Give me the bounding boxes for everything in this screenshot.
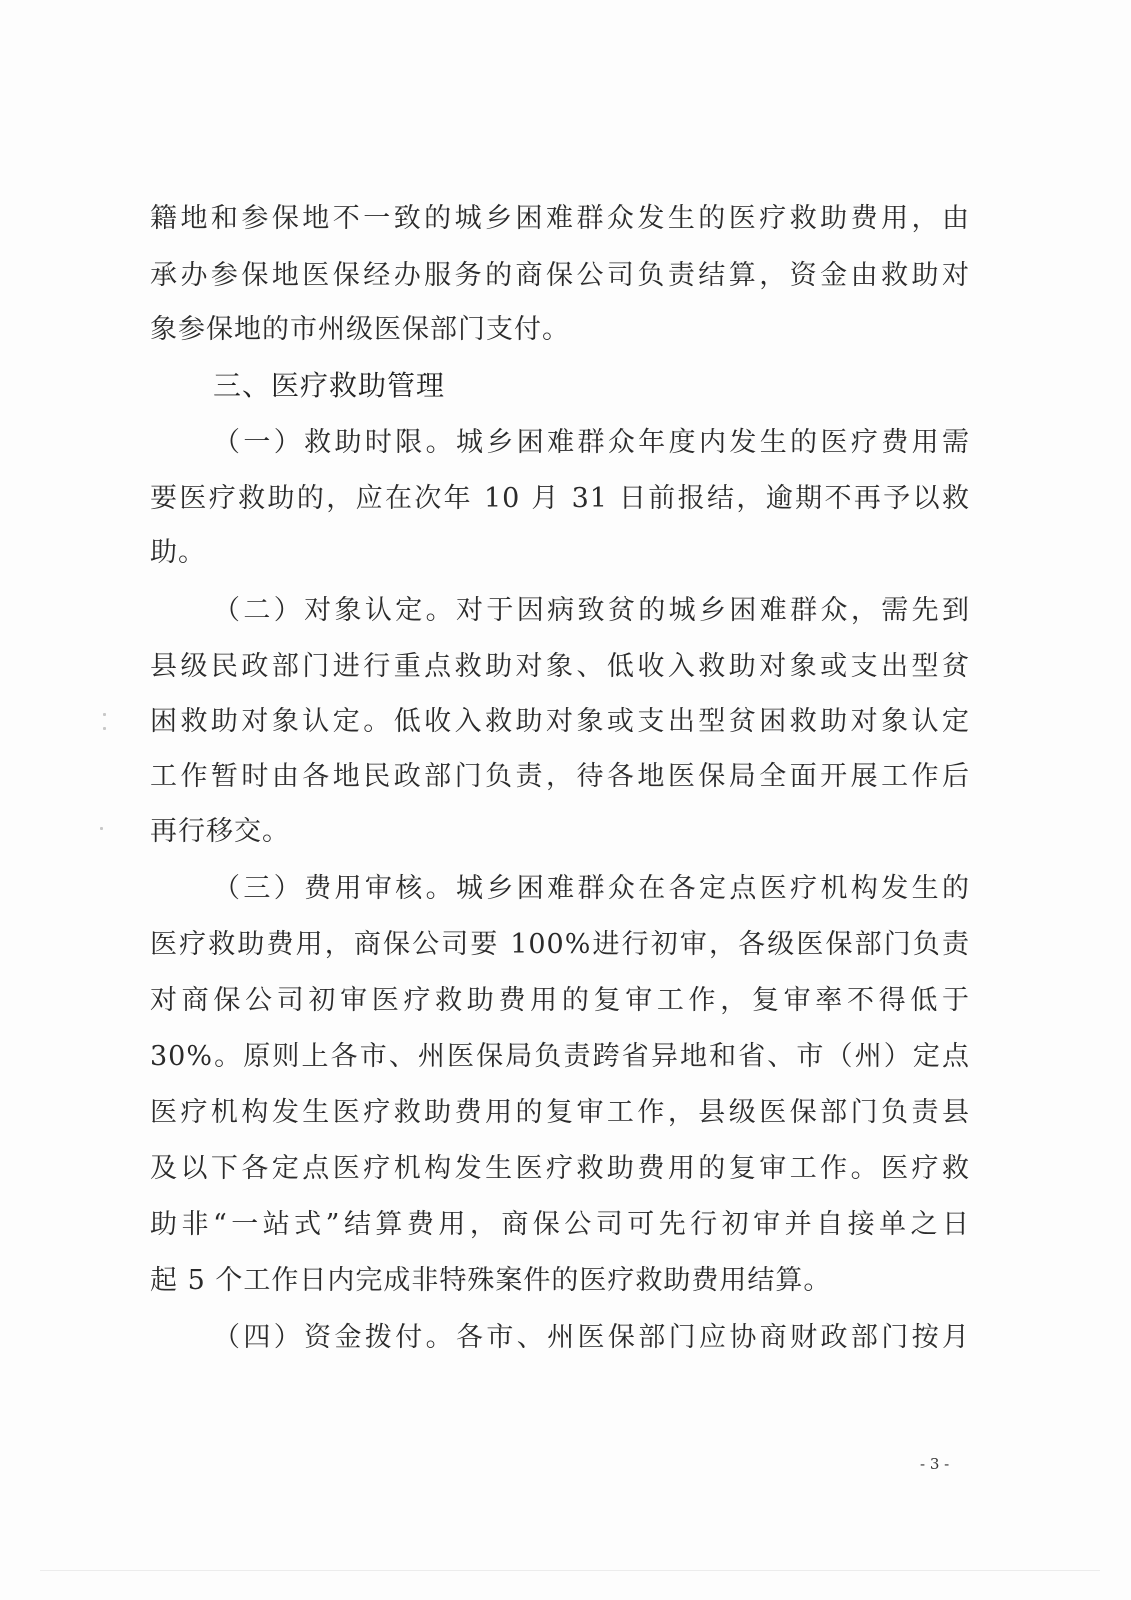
scan-edge [40, 1570, 1100, 1571]
body-line: 要医疗救助的，应在次年 10 月 31 日前报结，逾期不再予以救 [150, 483, 970, 514]
body-line: 象参保地的市州级医保部门支付。 [150, 314, 570, 345]
body-line: 承办参保地医保经办服务的商保公司负责结算，资金由救助对 [150, 260, 970, 291]
body-line: 起 5 个工作日内完成非特殊案件的医疗救助费用结算。 [150, 1265, 832, 1296]
scan-speck [103, 727, 106, 730]
body-line: （三）费用审核。城乡困难群众在各定点医疗机构发生的 [213, 873, 970, 904]
body-line: 籍地和参保地不一致的城乡困难群众发生的医疗救助费用，由 [150, 203, 970, 234]
scan-speck [100, 827, 103, 830]
page-number: - 3 - [920, 1455, 950, 1473]
body-line: 及以下各定点医疗机构发生医疗救助费用的复审工作。医疗救 [150, 1153, 970, 1184]
body-line: 医疗救助费用，商保公司要 100%进行初审，各级医保部门负责 [150, 929, 970, 960]
body-line: 工作暂时由各地民政部门负责，待各地医保局全面开展工作后 [150, 761, 970, 792]
body-line: 助。 [150, 537, 206, 568]
body-line: （二）对象认定。对于因病致贫的城乡困难群众，需先到 [213, 595, 970, 626]
body-line: 再行移交。 [150, 816, 290, 847]
body-line: 助非“一站式”结算费用，商保公司可先行初审并自接单之日 [150, 1209, 970, 1240]
body-line: 对商保公司初审医疗救助费用的复审工作，复审率不得低于 [150, 985, 970, 1016]
body-line: 困救助对象认定。低收入救助对象或支出型贫困救助对象认定 [150, 706, 970, 737]
scan-speck [103, 713, 106, 716]
body-line: 医疗机构发生医疗救助费用的复审工作，县级医保部门负责县 [150, 1097, 970, 1128]
body-line: 县级民政部门进行重点救助对象、低收入救助对象或支出型贫 [150, 651, 970, 682]
body-line: 30%。原则上各市、州医保局负责跨省异地和省、市（州）定点 [150, 1041, 970, 1072]
section-heading: 三、医疗救助管理 [213, 369, 446, 402]
body-line: （一）救助时限。城乡困难群众年度内发生的医疗费用需 [213, 427, 970, 458]
body-line: （四）资金拨付。各市、州医保部门应协商财政部门按月 [213, 1322, 970, 1353]
